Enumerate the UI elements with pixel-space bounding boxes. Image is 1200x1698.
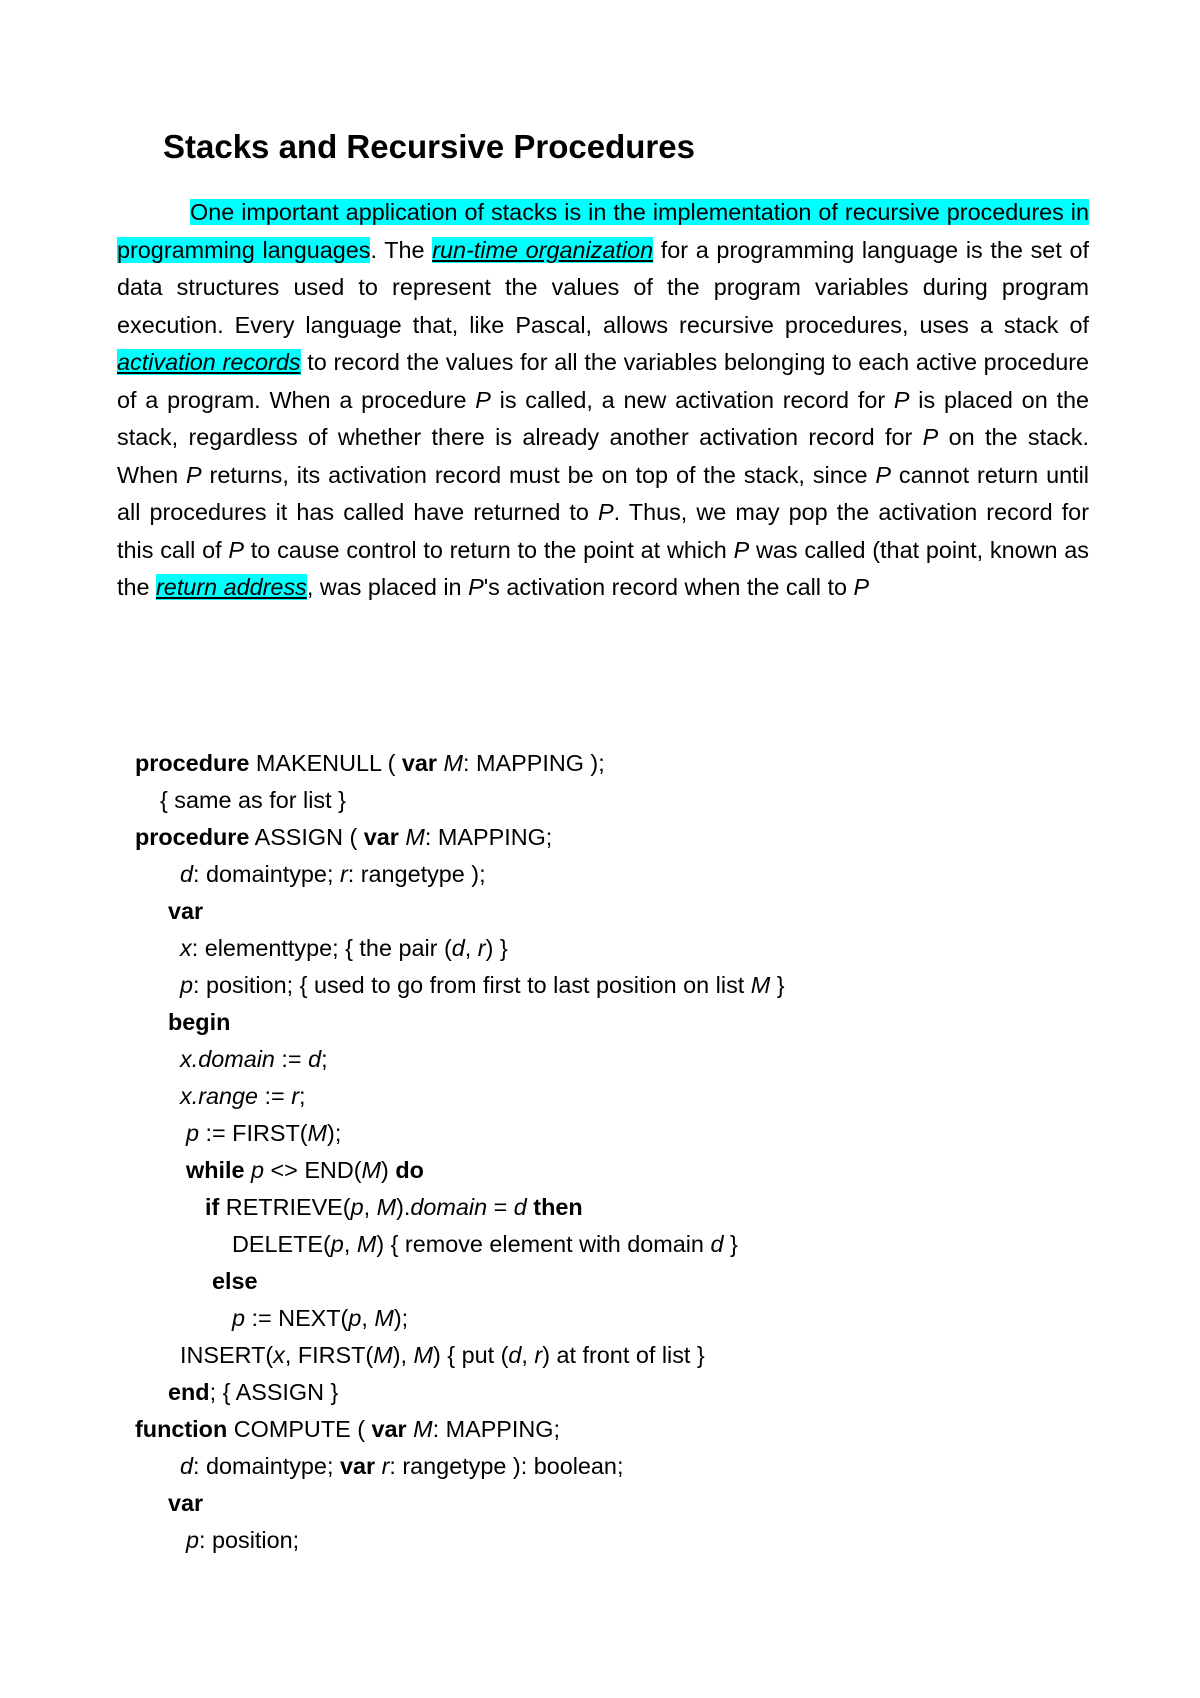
code-identifier: p [348,1305,362,1331]
text-run: to record the values for all the variables belonging to each active procedure of a program. When a procedure [117,349,1090,413]
code-identifier: M [443,750,464,776]
code-text: COMPUTE ( [227,1416,372,1442]
var-p: P [875,461,891,488]
code-identifier: M [361,1157,382,1183]
code-line [180,1044,328,1074]
code-line [160,785,346,815]
code-text: ) } [485,935,508,961]
code-line [186,1525,299,1555]
code-line [232,1303,408,1333]
code-keyword: var [363,824,399,850]
code-text: DELETE( [232,1231,331,1257]
code-keyword: while [186,1157,245,1183]
code-identifier: M [373,1342,393,1368]
code-text: ) { remove element with domain [376,1231,711,1257]
highlight-recursion-sentence: One important application of stacks is in the implementation of recursive procedures in programming languages [117,199,1089,263]
code-text: : elementtype; { the pair ( [191,935,452,961]
code-keyword: var [168,1490,204,1516]
code-text: MAKENULL ( [249,750,402,776]
code-text: := FIRST( [199,1120,308,1146]
text-run: is placed on the stack, regardless of whether there is already another activation record for [117,386,1090,450]
code-line [180,970,785,1000]
code-line [168,1377,338,1407]
code-line [180,933,508,963]
text-run: was called (that point, known as the [117,536,1089,600]
code-identifier: M [374,1305,394,1331]
code-identifier: p [350,1194,364,1220]
code-identifier: d [451,935,465,961]
code-line [135,822,552,852]
code-identifier: d [308,1046,322,1072]
code-text: : rangetype ); [347,861,486,887]
text-run: cannot return until all procedures it has called have returned to [117,461,1089,525]
code-identifier: x [273,1342,285,1368]
code-identifier: M [356,1231,377,1257]
code-line [212,1266,258,1296]
code-identifier: r [339,861,348,887]
var-p: P [733,536,750,563]
code-identifier: p [186,1527,200,1553]
code-keyword: procedure [135,824,250,850]
text-run: is called, a new activation record for [490,386,894,413]
code-identifier: M [750,972,771,998]
code-comment: { same as for list } [160,787,346,813]
code-text: = [487,1194,514,1220]
code-text: : position; { used to go from first to last position on list [193,972,751,998]
code-keyword: procedure [135,750,250,776]
code-line [135,748,605,778]
term-return-address: return address [156,574,307,600]
text-run: on the stack. When [117,424,1089,488]
code-text: ) at front of list } [542,1342,705,1368]
code-keyword: if [205,1194,220,1220]
code-identifier: r [477,935,486,961]
code-text: : domaintype; [193,1453,340,1479]
code-line [168,1488,203,1518]
code-text: : MAPPING; [432,1416,560,1442]
page-title: Stacks and Recursive Procedures [163,128,695,165]
code-line [180,1340,705,1370]
code-text: ) [381,1157,396,1183]
code-line [205,1192,583,1222]
code-text: , [363,1194,377,1220]
code-text: INSERT( [180,1342,274,1368]
code-text: ASSIGN ( [249,824,364,850]
code-identifier: r [381,1453,390,1479]
code-identifier: d [508,1342,522,1368]
code-text: , [361,1305,375,1331]
code-line [180,1451,623,1481]
code-keyword: begin [168,1009,231,1035]
var-p: P [468,574,484,600]
code-text: := [274,1046,309,1072]
code-text: : position; [199,1527,300,1553]
var-p: P [186,461,202,488]
code-line [180,1081,305,1111]
code-identifier: p [232,1305,246,1331]
code-text: RETRIEVE( [219,1194,351,1220]
text-run: . Thus, we may pop the activation record for this call of [117,499,1089,563]
term-run-time-organization: run-time organization [432,236,654,263]
code-text: ); [393,1305,409,1331]
code-text: <> END( [264,1157,362,1183]
code-identifier: r [534,1342,543,1368]
code-text: ; [298,1083,306,1109]
code-identifier: x.range [180,1083,259,1109]
var-p: P [853,574,870,600]
code-identifier: p [251,1157,265,1183]
code-identifier: p [330,1231,344,1257]
code-text: ) { put ( [433,1342,509,1368]
text-run: to cause control to return to the point at which [244,536,734,563]
code-identifier: d [513,1194,527,1220]
code-text: ; { ASSIGN } [209,1379,339,1405]
code-line [186,1118,341,1148]
code-line [180,859,486,889]
code-keyword: then [533,1194,583,1220]
code-text: , [521,1342,535,1368]
code-line [135,1414,560,1444]
code-keyword: var [401,750,438,776]
code-text: ); [327,1120,342,1146]
code-text: , [343,1231,357,1257]
code-identifier: x.domain [180,1046,275,1072]
code-text: , [464,935,478,961]
code-identifier: d [180,1453,194,1479]
code-line [232,1229,738,1259]
code-text: : MAPPING; [424,824,553,850]
code-identifier: M [413,1342,433,1368]
var-p: P [598,499,614,525]
code-text: } [723,1231,738,1257]
code-text: , FIRST( [284,1342,374,1368]
code-identifier: M [405,824,425,850]
code-identifier: p [186,1120,200,1146]
text-run: , was placed in [306,574,469,600]
code-line [186,1155,424,1185]
text-run: returns, its activation record must be on top of the stack, since [201,461,876,488]
code-text: } [770,972,785,998]
text-run: for a programming language is the set of data structures used to represent the values of the program variables during program execution. Every language that, like Pascal, allows recursive procedures, uses a stack of [117,236,1089,338]
code-text: : MAPPING ); [463,750,605,776]
code-keyword: end [168,1379,210,1405]
code-keyword: var [339,1453,376,1479]
code-keyword: var [371,1416,407,1442]
code-keyword: var [168,898,204,924]
code-identifier: p [180,972,194,998]
code-text: ; [321,1046,328,1072]
code-identifier: d [710,1231,724,1257]
code-line [168,896,203,926]
code-text: ), [392,1342,414,1368]
code-identifier: M [413,1416,433,1442]
code-identifier: M [376,1194,397,1220]
code-text: ). [396,1194,411,1220]
var-p: P [893,386,910,413]
code-text: := NEXT( [245,1305,349,1331]
code-identifier: r [291,1083,299,1109]
intro-paragraph [117,194,1089,607]
text-run: 's activation record when the call to [483,574,854,600]
term-activation-records: activation records [117,349,301,375]
code-keyword: function [135,1416,228,1442]
code-identifier: domain [410,1194,488,1220]
var-p: P [922,424,939,450]
code-line [168,1007,230,1037]
var-p: P [228,536,245,563]
code-text: : domaintype; [193,861,340,887]
code-text: := [258,1083,292,1109]
code-keyword: else [212,1268,258,1294]
code-keyword: do [395,1157,424,1183]
code-identifier: x [180,935,192,961]
var-p: P [475,386,491,413]
code-identifier: M [307,1120,328,1146]
code-text: : rangetype ): boolean; [389,1453,624,1479]
text-run: . The [370,236,433,263]
code-identifier: d [180,861,194,887]
